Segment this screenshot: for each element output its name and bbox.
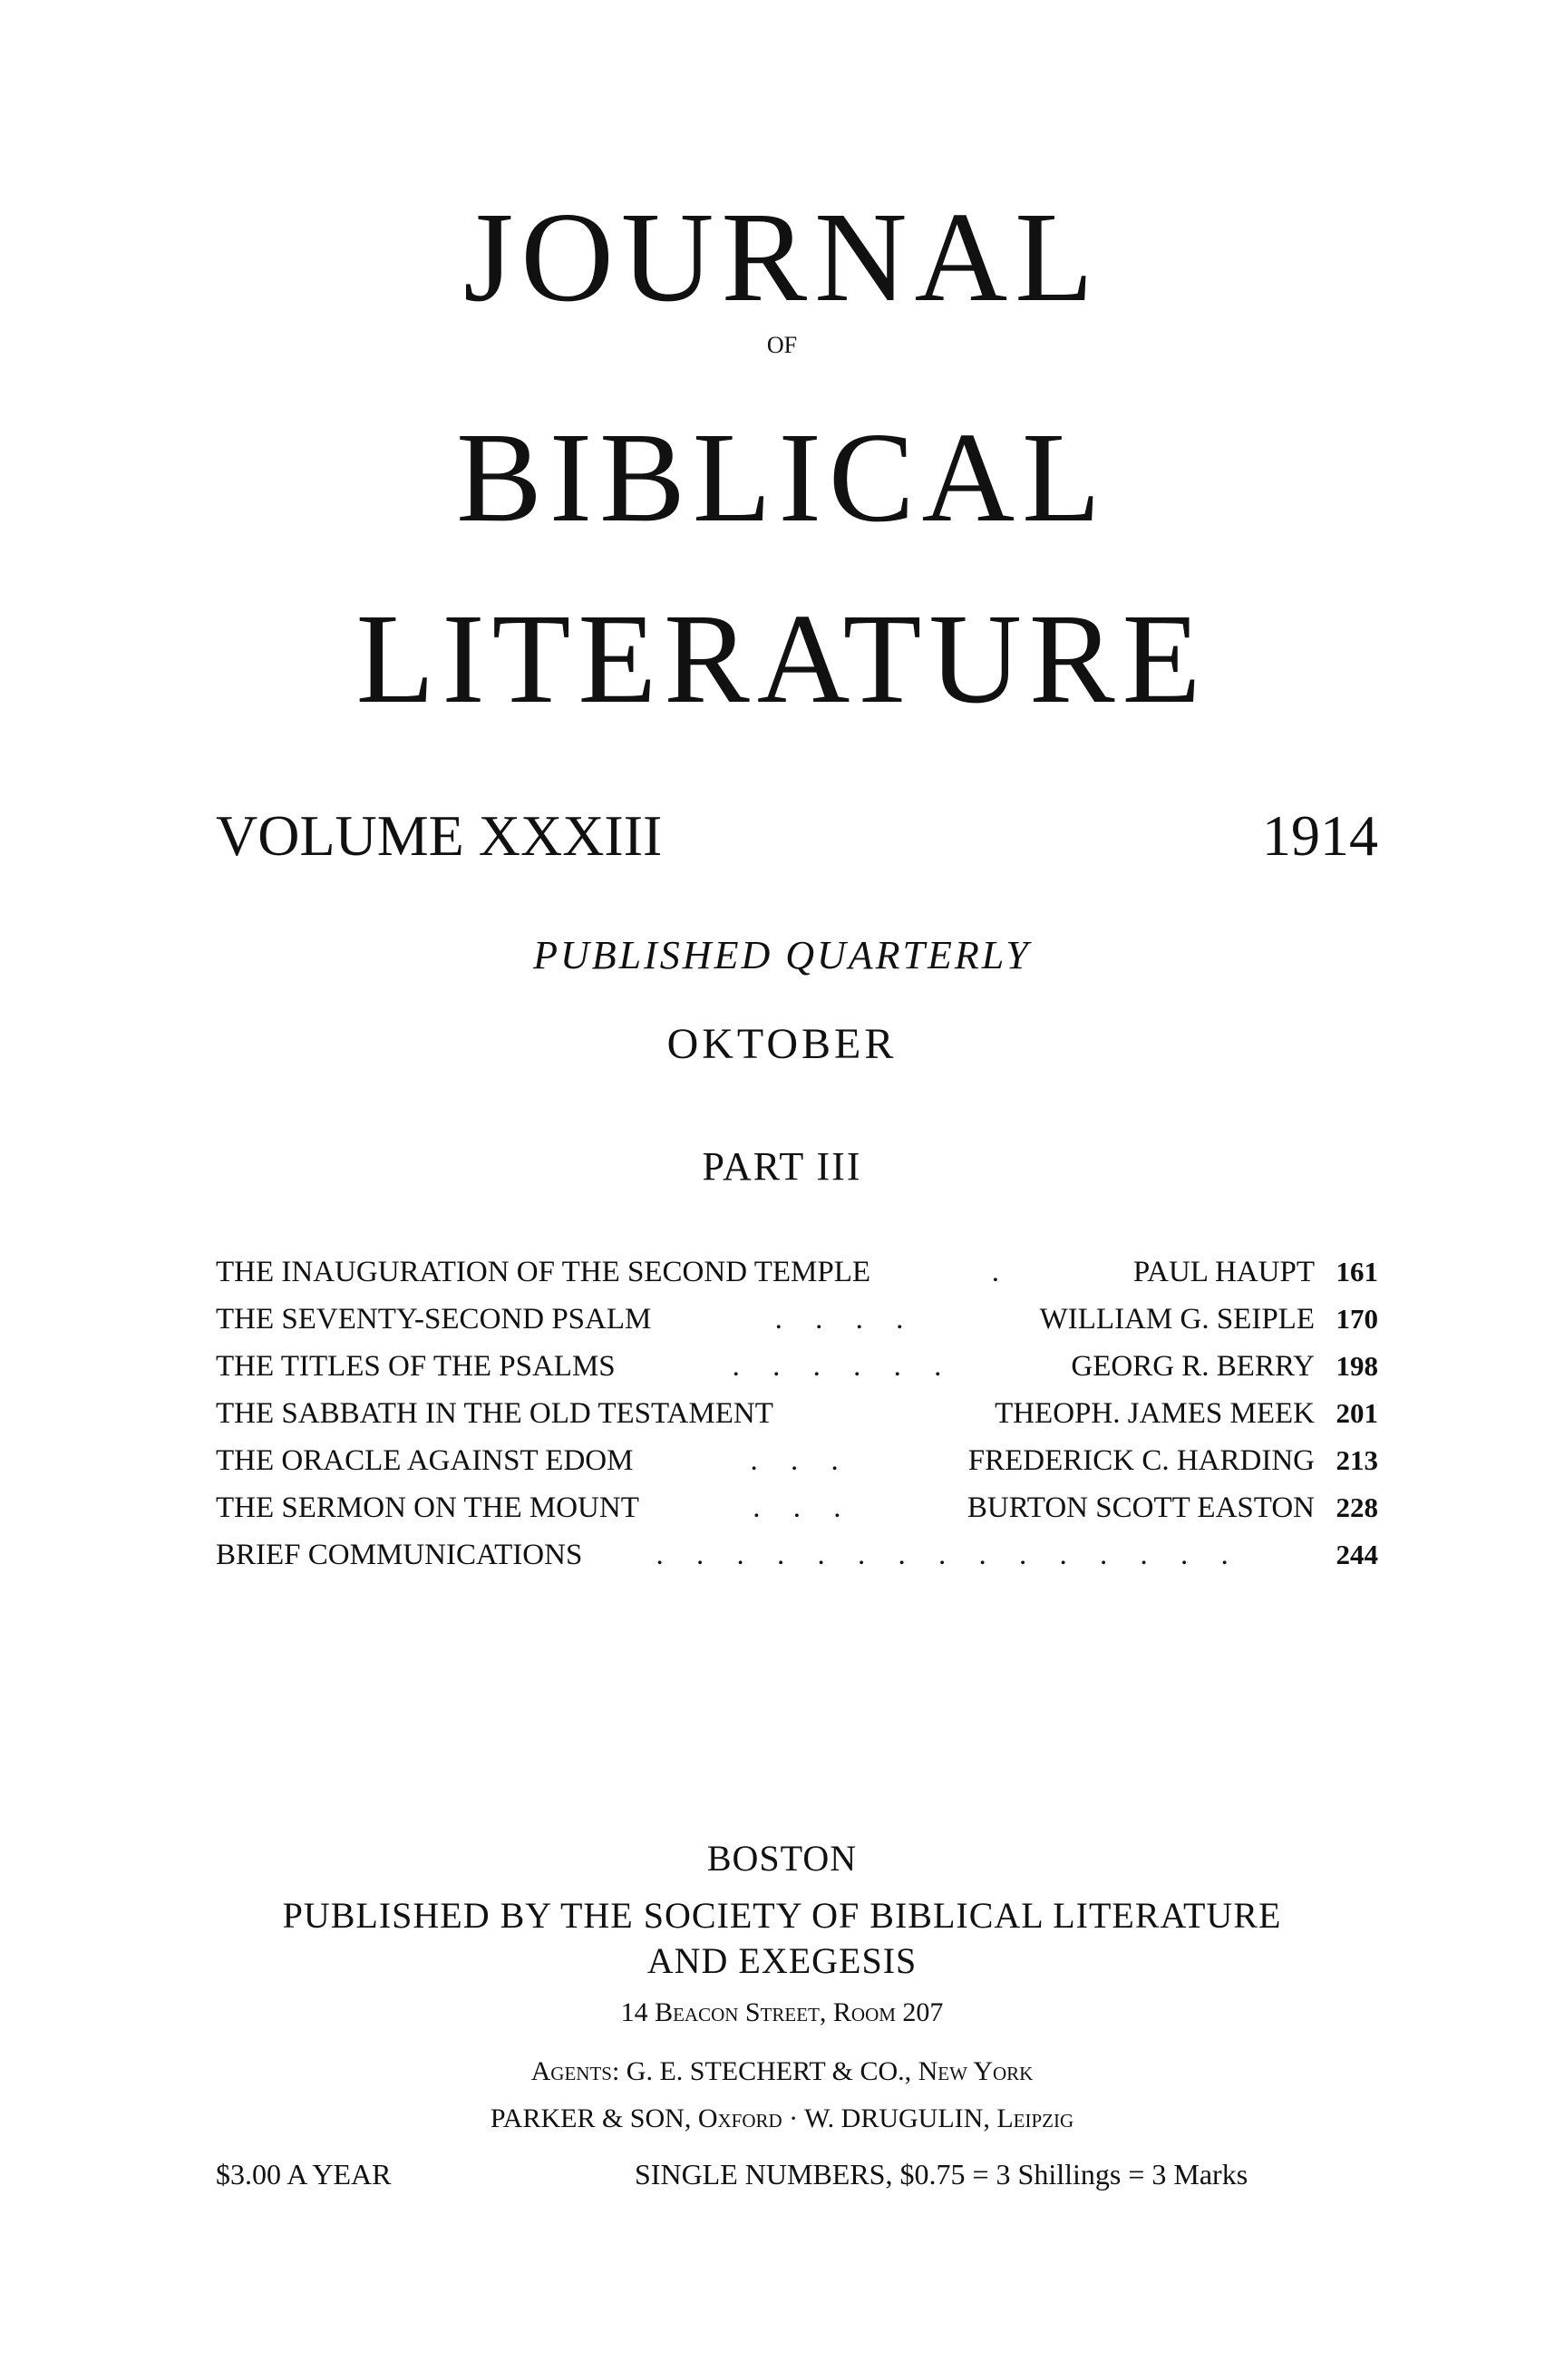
toc-article-title: THE SEVENTY-SECOND PSALM <box>216 1303 652 1336</box>
issue-month: OKTOBER <box>666 1020 898 1068</box>
toc-row <box>216 1350 1378 1397</box>
toc-page-number: 213 <box>1336 1444 1378 1476</box>
volume-year: 1914 <box>1262 803 1378 868</box>
toc-row <box>216 1539 1378 1586</box>
toc-page-number: 228 <box>1336 1491 1378 1523</box>
toc-author: GEORG R. BERRY <box>1071 1350 1315 1383</box>
toc-page-number: 201 <box>1336 1397 1378 1429</box>
toc-leader-dots: . <box>991 1256 1013 1288</box>
publication-frequency: PUBLISHED QUARTERLY <box>533 933 1031 977</box>
title-literature: LITERATURE <box>355 587 1209 730</box>
toc-author: PAUL HAUPT <box>1132 1256 1315 1288</box>
price-single: SINGLE NUMBERS, $0.75 = 3 Shillings = 3 Marks <box>635 2158 1248 2191</box>
toc-row <box>216 1303 1378 1350</box>
toc-row <box>216 1397 1378 1444</box>
toc-article-title: THE SABBATH IN THE OLD TESTAMENT <box>216 1397 773 1430</box>
toc-author: BURTON SCOTT EASTON <box>967 1491 1315 1524</box>
title-journal: JOURNAL <box>463 185 1101 328</box>
toc-row <box>216 1256 1378 1303</box>
toc-row <box>216 1444 1378 1491</box>
toc-article-title: THE ORACLE AGAINST EDOM <box>216 1444 634 1477</box>
toc-page-number: 244 <box>1336 1539 1378 1570</box>
imprint-city: BOSTON <box>706 1838 858 1879</box>
toc-leader-dots: . . . . . . <box>732 1350 955 1383</box>
table-of-contents <box>216 1256 1378 1586</box>
title-biblical: BIBLICAL <box>456 405 1108 549</box>
imprint-publisher: PUBLISHED BY THE SOCIETY OF BIBLICAL LITERATURE <box>282 1895 1282 1936</box>
toc-page-number: 161 <box>1336 1256 1378 1287</box>
volume-label: VOLUME XXXIII <box>216 803 663 868</box>
imprint-publisher-continued: AND EXEGESIS <box>646 1940 918 1981</box>
price-annual: $3.00 A YEAR <box>216 2158 392 2191</box>
toc-row <box>216 1491 1378 1539</box>
imprint-agents: Agents: G. E. STECHERT & CO., New York <box>530 2056 1034 2086</box>
toc-page-number: 198 <box>1336 1350 1378 1382</box>
toc-leader-dots: . . . . . . . . . . . . . . . <box>656 1539 1241 1571</box>
toc-leader-dots: . . . . <box>774 1303 917 1336</box>
toc-author: THEOPH. JAMES MEEK <box>995 1397 1315 1430</box>
toc-article-title: THE SERMON ON THE MOUNT <box>216 1491 639 1524</box>
toc-author: WILLIAM G. SEIPLE <box>1039 1303 1315 1336</box>
toc-article-title: BRIEF COMMUNICATIONS <box>216 1539 583 1571</box>
toc-author: FREDERICK C. HARDING <box>967 1444 1315 1477</box>
toc-article-title: THE TITLES OF THE PSALMS <box>216 1350 616 1383</box>
imprint-address: 14 Beacon Street, Room 207 <box>620 1997 944 2027</box>
toc-page-number: 170 <box>1336 1303 1378 1335</box>
title-of: OF <box>766 332 798 358</box>
toc-leader-dots: . . . <box>750 1444 851 1477</box>
imprint-agents-continued: PARKER & SON, Oxford · W. DRUGULIN, Leipzig <box>490 2103 1074 2133</box>
toc-leader-dots: . . . <box>753 1491 854 1524</box>
toc-article-title: THE INAUGURATION OF THE SECOND TEMPLE <box>216 1256 871 1288</box>
issue-part: PART III <box>702 1144 862 1189</box>
